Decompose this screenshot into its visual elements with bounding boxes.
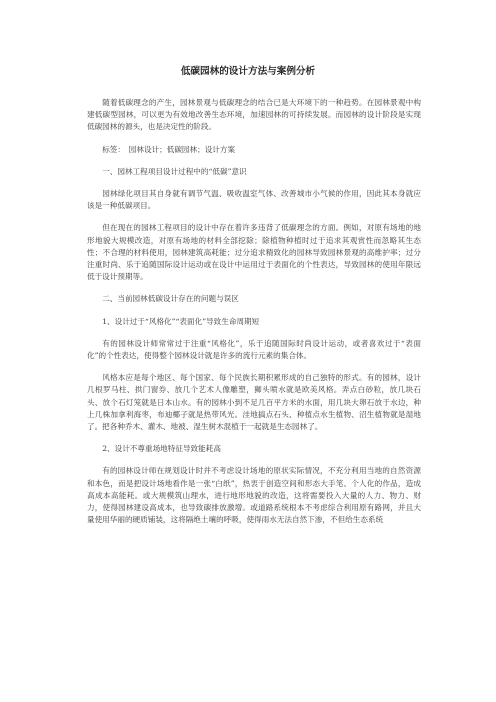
subsection-heading-1: 1、设计过于“风格化”“表面化”导致生命周期短 [102,316,260,326]
paragraph: 有的园林设计师常常过于注重“风格化”，乐于追随国际时尚设计运动，或者喜欢过于“表面化”的个性表达，使得整个园林设计就是许多的流行元素的集合体。 [87,338,421,361]
paragraph: 园林绿化项目其自身就有调节气温、吸收温室气体、改善城市小气候的作用，因此其本身就应该是一种低碳项目。 [87,189,421,211]
subsection-heading-2: 2、设计不尊重场地特征导致能耗高 [102,444,221,454]
document-body [87,97,421,533]
section-heading-2: 二、当前园林低碳设计存在的问题与误区 [102,294,239,304]
section-heading-1: 一、园林工程项目设计过程中的“低碳”意识 [102,166,247,176]
paragraph: 但在现在的园林工程项目的设计中存在着许多违背了低碳理念的方面。例如，对原有场地的地形地貌大规模改造，对原有场地的材料全部挖除；除植物种植时过于追求其观赏性而忽略其生态性；不合理的材料使用，园林建筑高耗能；过分追求精致化的园林导致园林景观的高维护率；过分注重时尚、乐于追随国际设计运动或在设计中运用过于表面化的个性表达，导致园林的使用年限远低于设计预期等。 [87,223,421,282]
document-title: 低碳园林的设计方法与案例分析 [180,66,316,77]
paragraph-intro: 随着低碳理念的产生，园林景观与低碳理念的结合已是大环境下的一种趋势。在园林景观中构建低碳型园林，可以更为有效地改善生态环境，加速园林的可持续发展。而园林的设计阶段是实现低碳园林的源头，也是决定性的阶段。 [87,98,421,132]
paragraph: 风格本应是每个地区、每个国家、每个民族长期积累形成的自己独特的形式。有的园林，设计几根罗马柱、拱门窗券、放几个艺术人像雕塑，狮头喷水就是欧美风格。弄点白砂粒，放几块石头、放个石灯笼就是日本山水。有的园林小到不足几百平方米的水面，用几块大卵石放于水边，种上几株加拿利海枣，布迪椰子就是热带风光。洼地搞点石头、种植点水生植物、沼生植物就是湿地了。把各种乔木、灌木、地被、湿生树木混植于一起就是生态园林了。 [87,373,421,432]
paragraph: 有的园林设计师在规划设计时并不考虑设计场地的原状实际情况，不充分利用当地的自然资源和本色，而是把设计场地看作是一张“白纸”，热衷于创造空间和形态大手笔、个人化的作品，造成高成本高能耗。或大规模筑山理水，进行地形地貌的改造，这将需要投入大量的人力、物力、财力，使得园林建设高成本，也导致碳排放激增。或道路系统根本不考虑综合利用原有路网，并且大量使用华丽的硬质铺装，这将隔绝土壤的呼吸，使得雨水无法自然下渗，不但给生态系统 [87,466,421,525]
paragraph-tags: 标签： 园林设计；低碳园林；设计方案 [102,144,236,154]
